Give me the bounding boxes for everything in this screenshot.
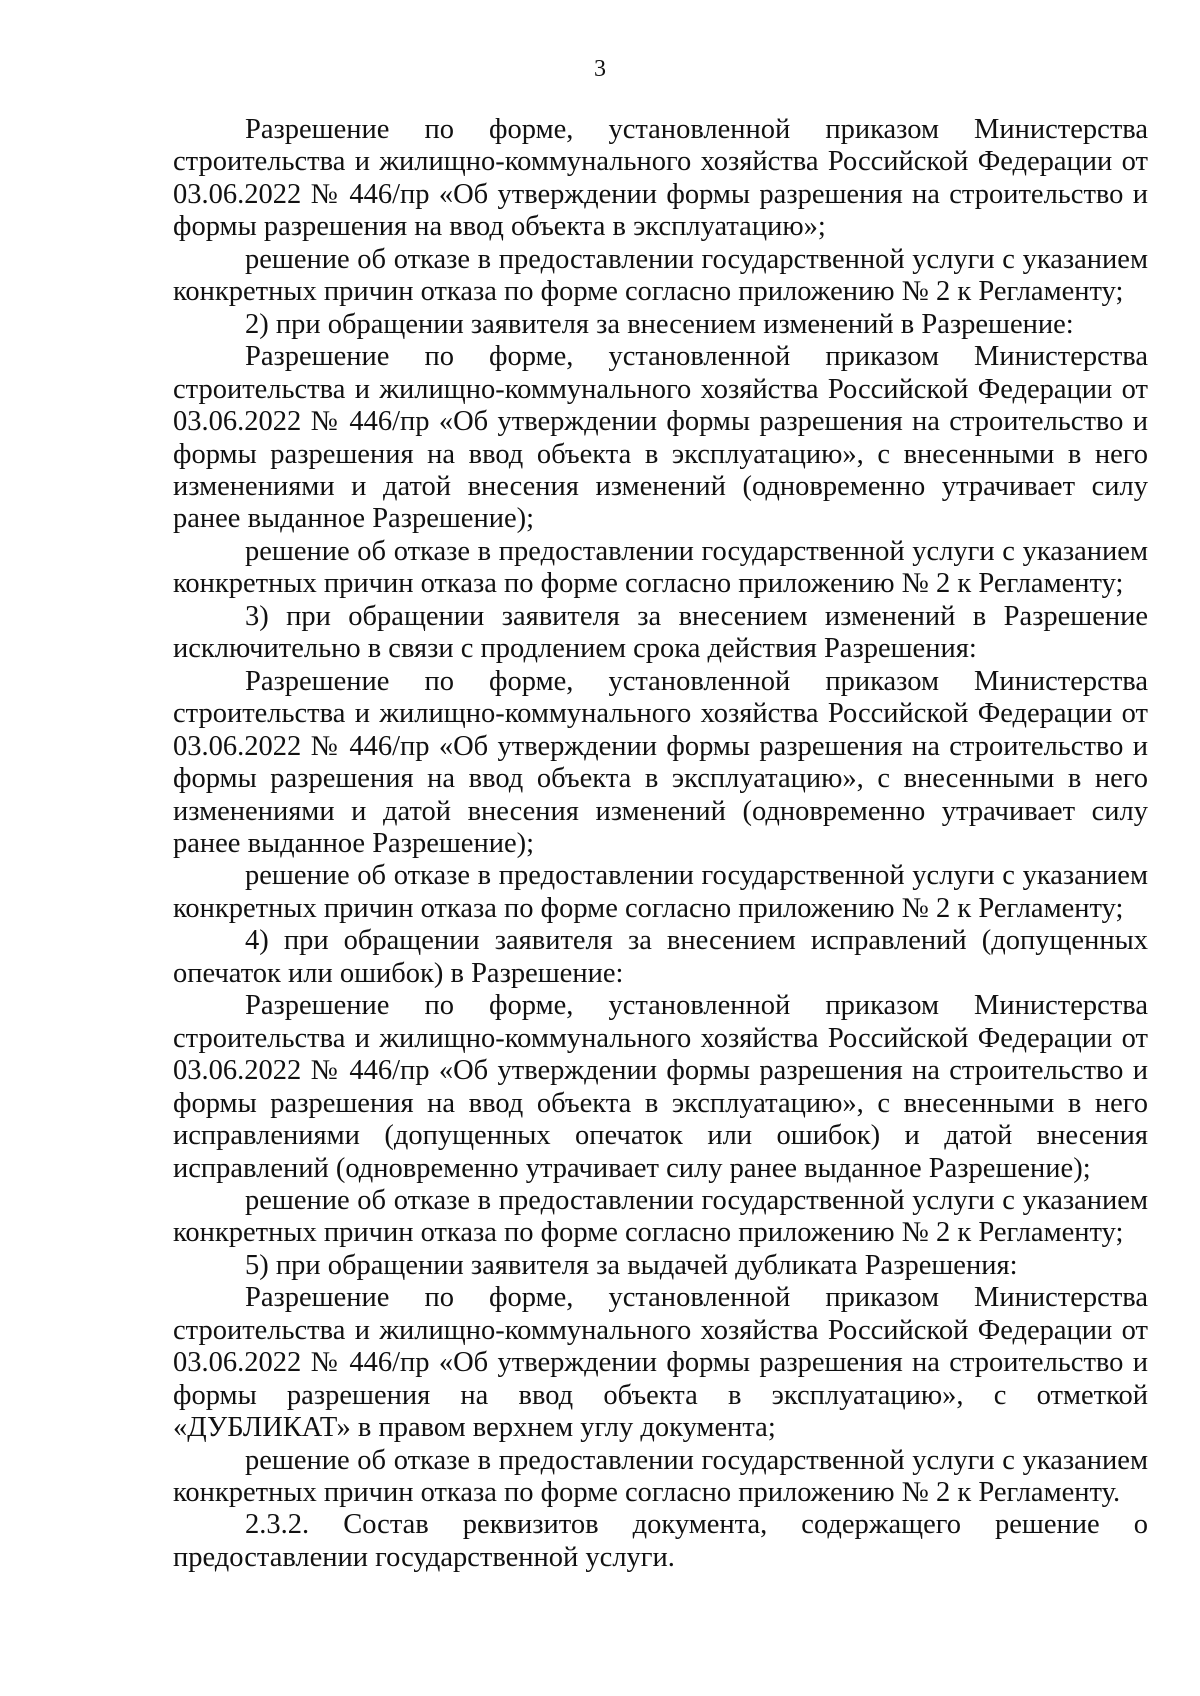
- paragraph: решение об отказе в предоставлении государственной услуги с указанием конкретных причин отказа по форме согласно приложению № 2 к Регламенту;: [173, 243, 1148, 308]
- page-number: 3: [594, 56, 606, 82]
- paragraph: Разрешение по форме, установленной приказом Министерства строительства и жилищно-коммунального хозяйства Российской Федерации от 03.06.2022 № 446/пр «Об утверждении формы разрешения на строительство и формы разрешения на ввод объекта в эксплуатацию»;: [173, 114, 1148, 243]
- paragraph: решение об отказе в предоставлении государственной услуги с указанием конкретных причин отказа по форме согласно приложению № 2 к Регламенту.: [173, 1444, 1148, 1509]
- paragraph: Разрешение по форме, установленной приказом Министерства строительства и жилищно-коммунального хозяйства Российской Федерации от 03.06.2022 № 446/пр «Об утверждении формы разрешения на строительство и формы разрешения на ввод объекта в эксплуатацию», с внесенными в него изменениями и датой внесения изменений (одновременно утрачивает силу ранее выданное Разрешение);: [173, 665, 1148, 859]
- paragraph: 3) при обращении заявителя за внесением изменений в Разрешение исключительно в связи с продлением срока действия Разрешения:: [173, 600, 1148, 665]
- document-body: [173, 114, 1148, 1574]
- paragraph: решение об отказе в предоставлении государственной услуги с указанием конкретных причин отказа по форме согласно приложению № 2 к Регламенту;: [173, 860, 1148, 924]
- paragraph: 2) при обращении заявителя за внесением изменений в Разрешение:: [245, 308, 1074, 340]
- paragraph: 5) при обращении заявителя за выдачей дубликата Разрешения:: [245, 1249, 1018, 1281]
- paragraph: решение об отказе в предоставлении государственной услуги с указанием конкретных причин отказа по форме согласно приложению № 2 к Регламенту;: [173, 1184, 1148, 1249]
- paragraph: решение об отказе в предоставлении государственной услуги с указанием конкретных причин отказа по форме согласно приложению № 2 к Регламенту;: [173, 535, 1148, 600]
- paragraph: 2.3.2. Состав реквизитов документа, содержащего решение о предоставлении государственной услуги.: [173, 1509, 1148, 1573]
- paragraph: Разрешение по форме, установленной приказом Министерства строительства и жилищно-коммунального хозяйства Российской Федерации от 03.06.2022 № 446/пр «Об утверждении формы разрешения на строительство и формы разрешения на ввод объекта в эксплуатацию», с внесенными в него изменениями и датой внесения изменений (одновременно утрачивает силу ранее выданное Разрешение);: [173, 341, 1148, 535]
- paragraph: Разрешение по форме, установленной приказом Министерства строительства и жилищно-коммунального хозяйства Российской Федерации от 03.06.2022 № 446/пр «Об утверждении формы разрешения на строительство и формы разрешения на ввод объекта в эксплуатацию», с внесенными в него исправлениями (допущенных опечаток или ошибок) и датой внесения исправлений (одновременно утрачивает силу ранее выданное Разрешение);: [173, 990, 1148, 1184]
- paragraph: 4) при обращении заявителя за внесением исправлений (допущенных опечаток или ошибок) в Разрешение:: [173, 925, 1148, 989]
- paragraph: Разрешение по форме, установленной приказом Министерства строительства и жилищно-коммунального хозяйства Российской Федерации от 03.06.2022 № 446/пр «Об утверждении формы разрешения на строительство и формы разрешения на ввод объекта в эксплуатацию», с отметкой «ДУБЛИКАТ» в правом верхнем углу документа;: [173, 1282, 1148, 1444]
